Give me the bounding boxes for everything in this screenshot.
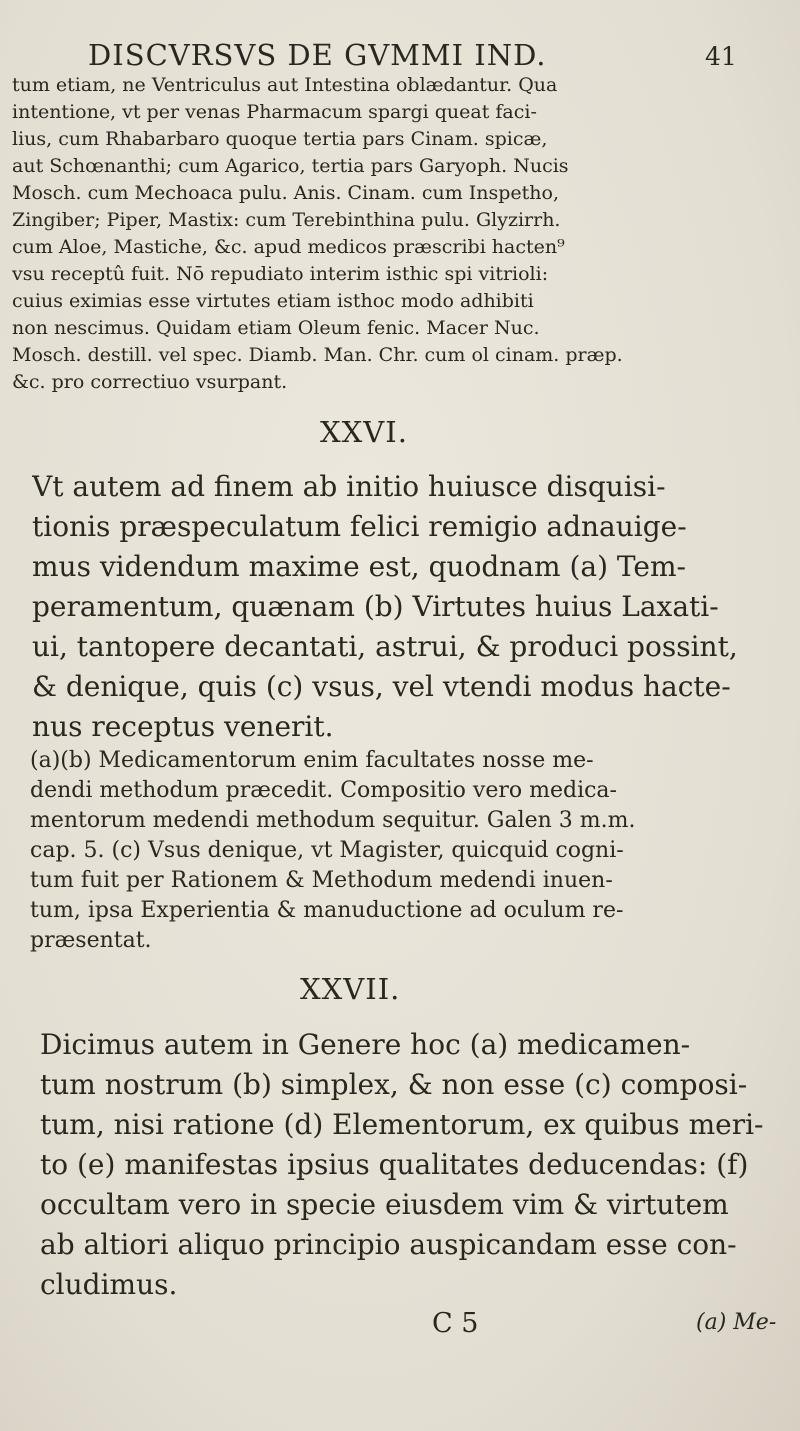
section-heading-xxvi: XXVI. (320, 415, 408, 449)
text-line: tionis præspeculatum felici remigio adnauige- (32, 510, 687, 543)
text-line: cludimus. (40, 1268, 178, 1301)
text-line: Mosch. destill. vel spec. Diamb. Man. Chr. cum ol cinam. præp. (12, 344, 623, 366)
note-line: præsentat. (30, 928, 152, 953)
text-line: &c. pro correctiuo vsurpant. (12, 371, 288, 393)
text-line: Mosch. cum Mechoaca pulu. Anis. Cinam. cum Inspetho, (12, 182, 560, 204)
text-line: Dicimus autem in Genere hoc (a) medicamen- (40, 1028, 691, 1061)
note-line: (a)(b) Medicamentorum enim facultates nosse me- (30, 748, 594, 773)
note-line: tum fuit per Rationem & Methodum medendi inuen- (30, 868, 613, 893)
text-line: nus receptus venerit. (32, 710, 334, 743)
catchword: (a) Me- (696, 1310, 777, 1335)
text-line: intentione, vt per venas Pharmacum spargi queat faci- (12, 101, 537, 123)
page-number: 41 (705, 42, 737, 71)
text-line: cum Aloe, Mastiche, &c. apud medicos præscribi hacten⁹ (12, 236, 565, 258)
text-line: mus videndum maxime est, quodnam (a) Tem- (32, 550, 687, 583)
running-title: DISCVRSVS DE GVMMI IND. (88, 38, 547, 72)
text-line: peramentum, quænam (b) Virtutes huius Laxati- (32, 590, 719, 623)
text-line: lius, cum Rhabarbaro quoque tertia pars Cinam. spicæ, (12, 128, 548, 150)
text-line: cuius eximias esse virtutes etiam isthoc modo adhibiti (12, 290, 534, 312)
text-line: occultam vero in specie eiusdem vim & virtutem (40, 1188, 729, 1221)
note-line: tum, ipsa Experientia & manuductione ad oculum re- (30, 898, 624, 923)
note-line: cap. 5. (c) Vsus denique, vt Magister, quicquid cogni- (30, 838, 624, 863)
text-line: tum etiam, ne Ventriculus aut Intestina oblædantur. Qua (12, 74, 558, 96)
note-line: mentorum medendi methodum sequitur. Galen 3 m.m. (30, 808, 636, 833)
text-line: tum, nisi ratione (d) Elementorum, ex quibus meri- (40, 1108, 764, 1141)
text-line: tum nostrum (b) simplex, & non esse (c) composi- (40, 1068, 748, 1101)
text-line: & denique, quis (c) vsus, vel vtendi modus hacte- (32, 670, 731, 703)
section-heading-xxvii: XXVII. (300, 972, 401, 1006)
text-line: non nescimus. Quidam etiam Oleum fenic. Macer Nuc. (12, 317, 540, 339)
text-line: Zingiber; Piper, Mastix: cum Terebinthina pulu. Glyzirrh. (12, 209, 561, 231)
text-line: vsu receptû fuit. Nō repudiato interim isthic spi vitrioli: (12, 263, 549, 285)
text-line: ui, tantopere decantati, astrui, & produci possint, (32, 630, 738, 663)
signature-mark: C 5 (432, 1308, 479, 1339)
text-line: aut Schœnanthi; cum Agarico, tertia pars Garyoph. Nucis (12, 155, 569, 177)
text-line: Vt autem ad finem ab initio huiusce disquisi- (32, 470, 666, 503)
text-line: ab altiori aliquo principio auspicandam esse con- (40, 1228, 737, 1261)
note-line: dendi methodum præcedit. Compositio vero medica- (30, 778, 617, 803)
text-line: to (e) manifestas ipsius qualitates deducendas: (f) (40, 1148, 749, 1181)
